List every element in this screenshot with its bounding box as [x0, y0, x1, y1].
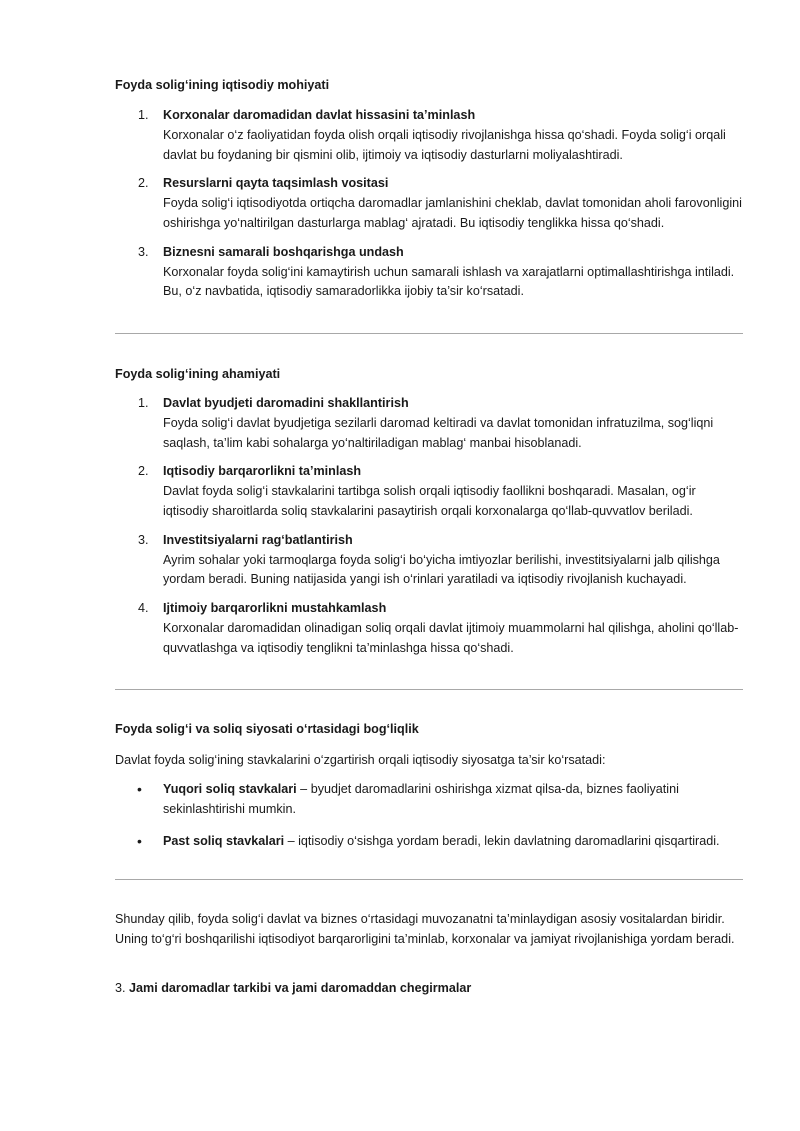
next-section-number: 3.: [115, 981, 126, 995]
list-item-description: Korxonalar daromadidan olinadigan soliq orqali davlat ijtimoiy muammolarni hal qilishga, aholini qo‘llab-quvvatlashga va iqtisodiy tenglikni ta’minlashga hissa qo‘shadi.: [163, 620, 739, 655]
list-item-description: Davlat foyda solig‘i stavkalarini tartibga solish orqali iqtisodiy faollikni boshqaradi. Masalan, og‘ir iqtisodiy sharoitlarda soliq stavkalarini pasaytirish orqali korxonalarga qo‘llab-quvvatlov beriladi.: [163, 484, 696, 518]
section-heading-tax-policy: Foyda solig‘i va soliq siyosati o‘rtasidagi bog‘liqlik: [115, 722, 419, 736]
list-item-title: Ijtimoiy barqarorlikni mustahkamlash: [163, 601, 387, 616]
list-item: [115, 243, 743, 302]
list-item-title: Davlat byudjeti daromadini shakllantirish: [163, 396, 409, 410]
bullet-description: – iqtisodiy o‘sishga yordam beradi, lekin davlatning daromadlarini qisqartiradi.: [284, 833, 720, 848]
list-number: 2.: [138, 176, 149, 191]
list-item: [115, 174, 743, 233]
list-number: 2.: [138, 464, 149, 479]
list-item: [115, 780, 743, 820]
list-item: [115, 832, 743, 852]
list-item-description: Korxonalar o‘z faoliyatidan foyda olish orqali iqtisodiy rivojlanishga hissa qo‘shadi. Foyda solig‘i orqali davlat bu foydaning bir qismini olib, ijtimoiy va iqtisodiy dasturlarni moliyalashtiradi.: [163, 127, 726, 162]
list-item-description: Foyda solig‘i iqtisodiyotda ortiqcha daromadlar jamlanishini cheklab, davlat tomonidan aholi farovonligini oshirishga yo‘naltirilgan dasturlarga mablag‘ ajratadi. Bu iqtisodiy tenglikka hissa qo‘shadi.: [163, 196, 742, 230]
list-item-title: Iqtisodiy barqarorlikni ta’minlash: [163, 464, 362, 479]
list-item: [115, 599, 743, 658]
list-item: [115, 394, 743, 453]
list-item-description: Foyda solig‘i davlat byudjetiga sezilarli daromad keltiradi va davlat tomonidan infratuzilma, sog‘liqni saqlash, ta’lim kabi sohalarga yo‘naltiriladigan mablag‘ manbai hisoblanadi.: [163, 415, 714, 450]
bullet-icon: •: [137, 781, 142, 797]
bullet-description: – byudjet daromadlarini oshirishga xizmat qilsa-da, biznes faoliyatini sekinlashtirishi mumkin.: [163, 782, 679, 816]
conclusion-paragraph: Shunday qilib, foyda solig‘i davlat va biznes o‘rtasidagi muvozanatni ta’minlaydigan asosiy vositalardan biridir. Uning to‘g‘ri boshqarilishi iqtisodiyot barqarorligini ta’minlab, korxonalar va jamiyat rivojlanishiga yordam beradi.: [115, 912, 735, 946]
horizontal-divider: [115, 689, 743, 690]
next-section-heading: [115, 979, 471, 999]
numbered-list-economic-essence: [115, 106, 743, 311]
horizontal-divider: [115, 333, 743, 334]
list-number: 3.: [138, 532, 149, 547]
section-heading-economic-essence: Foyda solig‘ining iqtisodiy mohiyati: [115, 78, 330, 92]
list-number: 3.: [138, 244, 149, 259]
section-intro-paragraph: Davlat foyda solig‘ining stavkalarini o‘zgartirish orqali iqtisodiy siyosatga ta’sir ko‘rsatadi:: [115, 753, 606, 767]
numbered-list-importance: [115, 394, 743, 668]
horizontal-divider: [115, 879, 743, 880]
bullet-title: Yuqori soliq stavkalari: [163, 782, 297, 796]
bullet-icon: •: [137, 832, 142, 849]
list-item-title: Biznesni samarali boshqarishga undash: [163, 244, 404, 259]
list-item-title: Korxonalar daromadidan davlat hissasini ta’minlash: [163, 108, 476, 122]
list-item: [115, 462, 743, 521]
list-number: 1.: [138, 396, 149, 410]
list-item: [115, 531, 743, 590]
list-number: 4.: [138, 601, 149, 616]
list-item-description: Ayrim sohalar yoki tarmoqlarga foyda solig‘i bo‘yicha imtiyozlar berilishi, investitsiyalarni jalb qilishga yordam beradi. Buning natijasida yangi ish o‘rinlari yaratiladi va iqtisodiy rivojlanish kuchayadi.: [163, 552, 720, 587]
bullet-title: Past soliq stavkalari: [163, 833, 285, 848]
next-section-title: Jami daromadlar tarkibi va jami daromaddan chegirmalar: [129, 981, 472, 995]
list-number: 1.: [138, 108, 149, 122]
bullet-list-tax-rates: [115, 780, 743, 860]
list-item: [115, 106, 743, 165]
section-heading-importance: Foyda solig‘ining ahamiyati: [115, 367, 281, 381]
list-item-description: Korxonalar foyda solig‘ini kamaytirish uchun samarali ishlash va xarajatlarni optimallashtirishga intiladi. Bu, o‘z navbatida, iqtisodiy samaradorlikka ijobiy ta’sir ko‘rsatadi.: [163, 264, 735, 299]
list-item-title: Investitsiyalarni rag‘batlantirish: [163, 532, 353, 547]
list-item-title: Resurslarni qayta taqsimlash vositasi: [163, 176, 389, 191]
